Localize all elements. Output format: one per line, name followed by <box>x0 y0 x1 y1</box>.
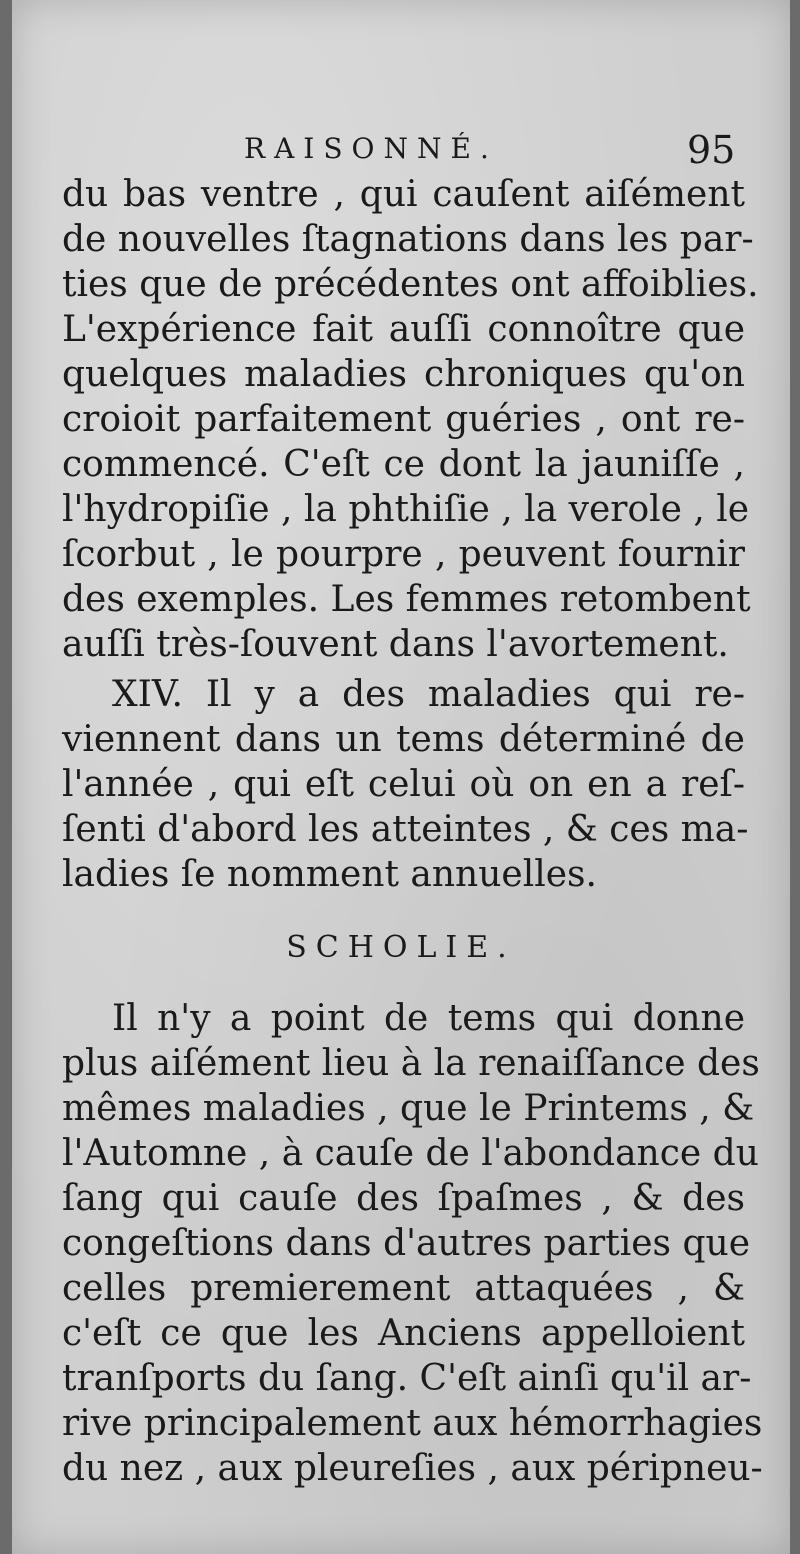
text-line: ladies ſe nomment annuelles. <box>62 854 597 895</box>
text-line: de nouvelles ſtagnations dans les par- <box>62 219 754 260</box>
text-line: des exemples. Les femmes retombent <box>62 579 751 620</box>
page-header <box>12 128 790 172</box>
text-line: L'expérience fait auſſi connoître que <box>62 309 745 350</box>
book-page <box>12 0 790 1554</box>
text-line: rive principalement aux hémorrhagies <box>62 1403 763 1444</box>
text-line: c'eſt ce que les Anciens appelloient <box>62 1313 745 1354</box>
text-line: ſang qui cauſe des ſpaſmes , & des <box>62 1178 745 1219</box>
text-line: l'année , qui eſt celui où on en a reſ- <box>62 764 745 805</box>
text-line: tranſports du ſang. C'eſt ainſi qu'il ar- <box>62 1358 752 1399</box>
scholie-heading: SCHOLIE. <box>286 930 516 965</box>
running-title: RAISONNÉ. <box>244 132 498 165</box>
text-line: ties que de précédentes ont affoiblies. <box>62 264 759 305</box>
text-line: croioit parfaitement guéries , ont re- <box>62 399 745 440</box>
text-line: ſcorbut , le pourpre , peuvent fournir <box>62 534 745 575</box>
text-line: XIV. Il y a des maladies qui re- <box>112 674 745 715</box>
text-line: l'Automne , à cauſe de l'abondance du <box>62 1133 759 1174</box>
page-number: 95 <box>687 128 736 172</box>
text-line: ſenti d'abord les atteintes , & ces ma- <box>62 809 749 850</box>
text-line: celles premierement attaquées , & <box>62 1268 745 1309</box>
text-line: viennent dans un tems déterminé de <box>62 719 745 760</box>
text-line: mêmes maladies , que le Printems , & <box>62 1088 755 1129</box>
text-line: du bas ventre , qui cauſent aiſément <box>62 174 745 215</box>
text-line: Il n'y a point de tems qui donne <box>112 998 745 1039</box>
text-line: plus aiſément lieu à la renaiſſance des <box>62 1043 760 1084</box>
text-line: commencé. C'eſt ce dont la jauniſſe , <box>62 444 745 485</box>
text-line: congeſtions dans d'autres parties que <box>62 1223 751 1264</box>
text-line: du nez , aux pleureſies , aux péripneu- <box>62 1448 763 1489</box>
text-line: auſſi très-ſouvent dans l'avortement. <box>62 624 729 665</box>
text-line: quelques maladies chroniques qu'on <box>62 354 745 395</box>
text-line: l'hydropiſie , la phthiſie , la verole , le <box>62 489 750 530</box>
